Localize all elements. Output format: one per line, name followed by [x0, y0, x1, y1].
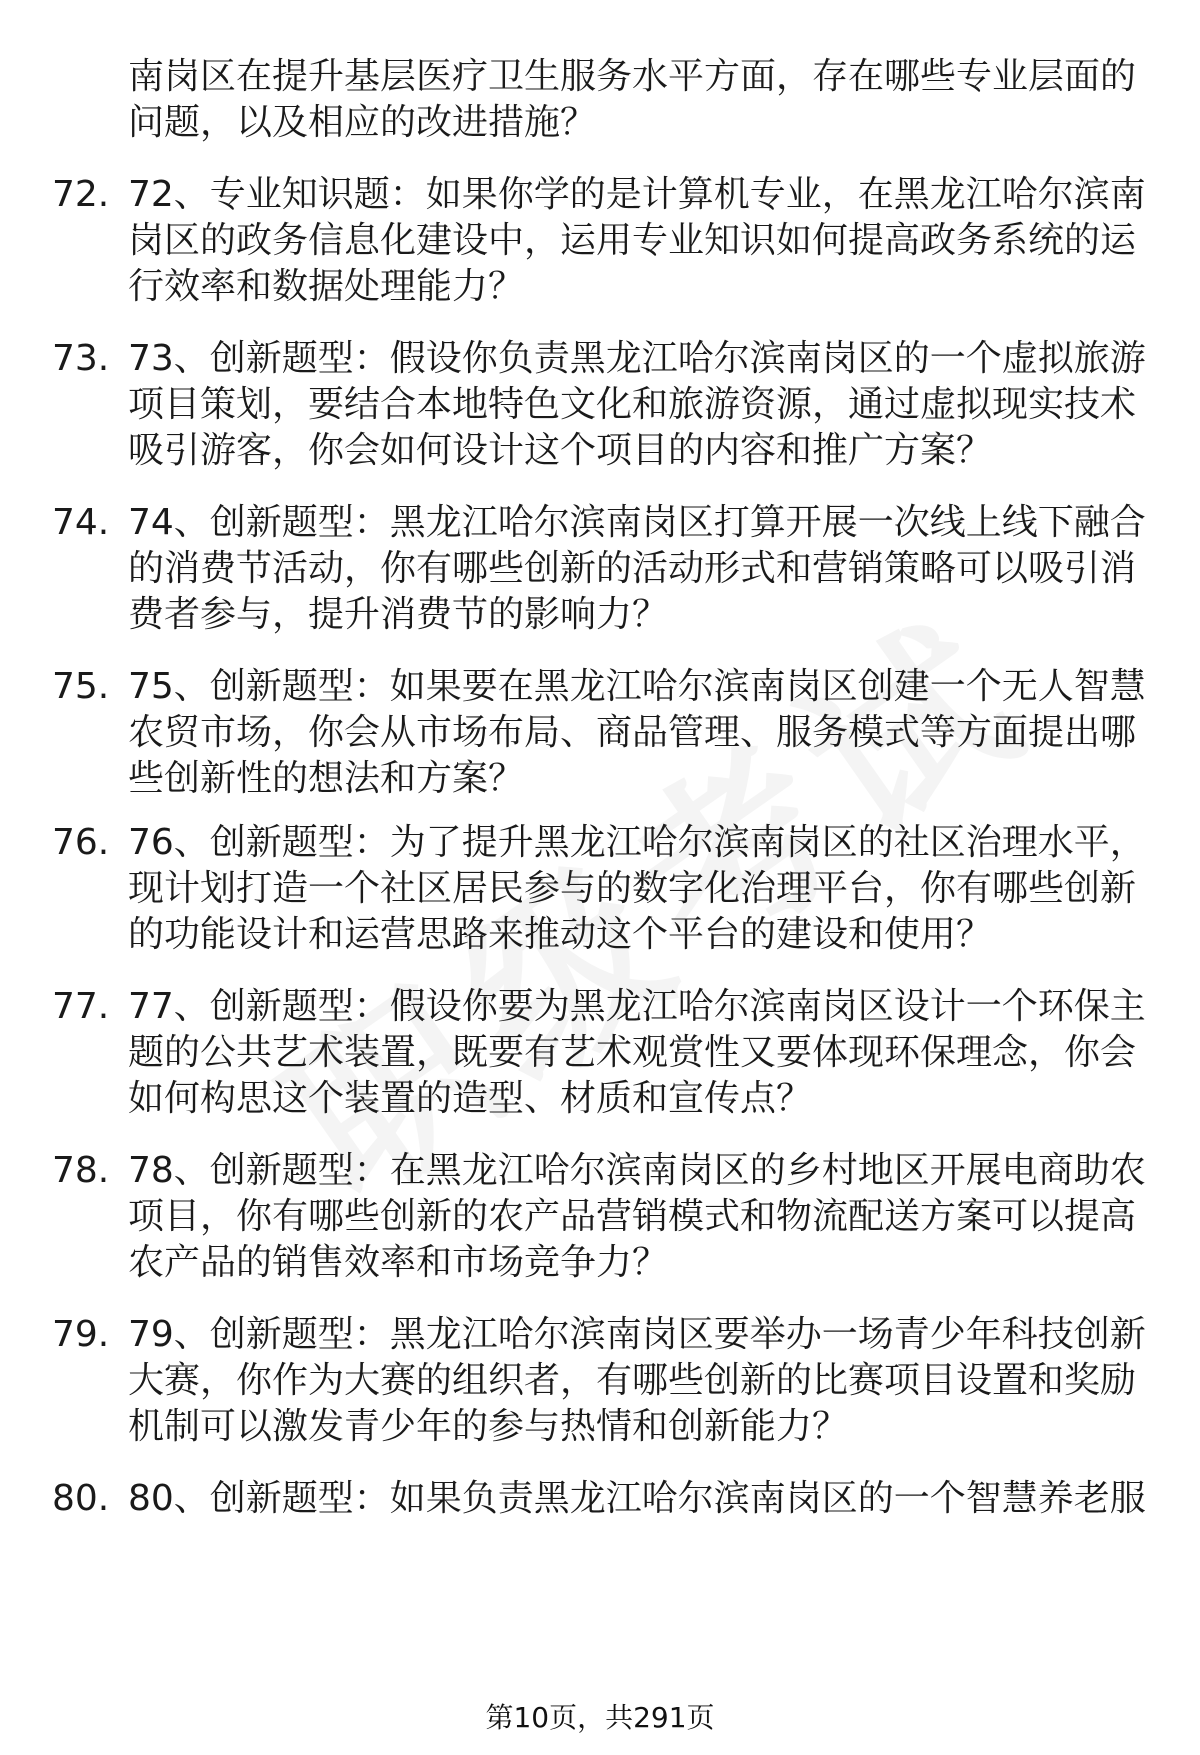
- question-number: 73.: [52, 338, 110, 379]
- question-line: 的消费节活动，你有哪些创新的活动形式和营销策略可以吸引消: [128, 548, 1137, 589]
- question-number: 74.: [52, 502, 110, 543]
- question-line: 78、创新题型：在黑龙江哈尔滨南岗区的乡村地区开展电商助农: [128, 1150, 1146, 1191]
- question-text: [128, 1312, 1148, 1450]
- question-text: [128, 500, 1148, 638]
- question-number: 77.: [52, 986, 110, 1027]
- question-line: 吸引游客，你会如何设计这个项目的内容和推广方案？: [128, 430, 993, 471]
- page-footer: 第10页，共291页: [485, 1701, 715, 1734]
- continuation-line-1: 南岗区在提升基层医疗卫生服务水平方面，存在哪些专业层面的: [128, 56, 1137, 97]
- question-line: 费者参与，提升消费节的影响力？: [128, 594, 669, 635]
- question-line: 74、创新题型：黑龙江哈尔滨南岗区打算开展一次线上线下融合: [128, 502, 1146, 543]
- question-number: 76.: [52, 822, 110, 863]
- question-text: [128, 1476, 1148, 1522]
- question-text: [128, 820, 1148, 958]
- question-line: 76、创新题型：为了提升黑龙江哈尔滨南岗区的社区治理水平，: [128, 822, 1146, 863]
- question-number: 72.: [52, 174, 110, 215]
- question-line: 农产品的销售效率和市场竞争力？: [128, 1242, 669, 1283]
- question-line: 项目策划，要结合本地特色文化和旅游资源，通过虚拟现实技术: [128, 384, 1137, 425]
- question-number: 78.: [52, 1150, 110, 1191]
- question-line: 77、创新题型：假设你要为黑龙江哈尔滨南岗区设计一个环保主: [128, 986, 1146, 1027]
- question-text: [128, 172, 1148, 310]
- question-line: 题的公共艺术装置，既要有艺术观赏性又要体现环保理念，你会: [128, 1032, 1137, 1073]
- question-number: 79.: [52, 1314, 110, 1355]
- question-line: 农贸市场，你会从市场布局、商品管理、服务模式等方面提出哪: [128, 712, 1137, 753]
- question-number: 75.: [52, 666, 110, 707]
- question-line: 79、创新题型：黑龙江哈尔滨南岗区要举办一场青少年科技创新: [128, 1314, 1146, 1355]
- question-line: 大赛，你作为大赛的组织者，有哪些创新的比赛项目设置和奖励: [128, 1360, 1137, 1401]
- question-line: 如何构思这个装置的造型、材质和宣传点？: [128, 1078, 813, 1119]
- question-text: [128, 336, 1148, 474]
- question-line: 机制可以激发青少年的参与热情和创新能力？: [128, 1406, 849, 1447]
- continuation-line-2: 问题，以及相应的改进措施？: [128, 102, 597, 143]
- question-line: 行效率和数据处理能力？: [128, 266, 525, 307]
- question-line: 75、创新题型：如果要在黑龙江哈尔滨南岗区创建一个无人智慧: [128, 666, 1146, 707]
- question-text: [128, 1148, 1148, 1286]
- question-line: 现计划打造一个社区居民参与的数字化治理平台，你有哪些创新: [128, 868, 1137, 909]
- question-text: [128, 984, 1148, 1122]
- question-line: 80、创新题型：如果负责黑龙江哈尔滨南岗区的一个智慧养老服: [128, 1478, 1146, 1519]
- question-line: 72、专业知识题：如果你学的是计算机专业，在黑龙江哈尔滨南: [128, 174, 1146, 215]
- question-line: 岗区的政务信息化建设中，运用专业知识如何提高政务系统的运: [128, 220, 1137, 261]
- question-text: [128, 664, 1148, 802]
- question-line: 些创新性的想法和方案？: [128, 758, 525, 799]
- question-line: 的功能设计和运营思路来推动这个平台的建设和使用？: [128, 914, 993, 955]
- question-line: 73、创新题型：假设你负责黑龙江哈尔滨南岗区的一个虚拟旅游: [128, 338, 1146, 379]
- question-number: 80.: [52, 1478, 110, 1519]
- question-line: 项目，你有哪些创新的农产品营销模式和物流配送方案可以提高: [128, 1196, 1137, 1237]
